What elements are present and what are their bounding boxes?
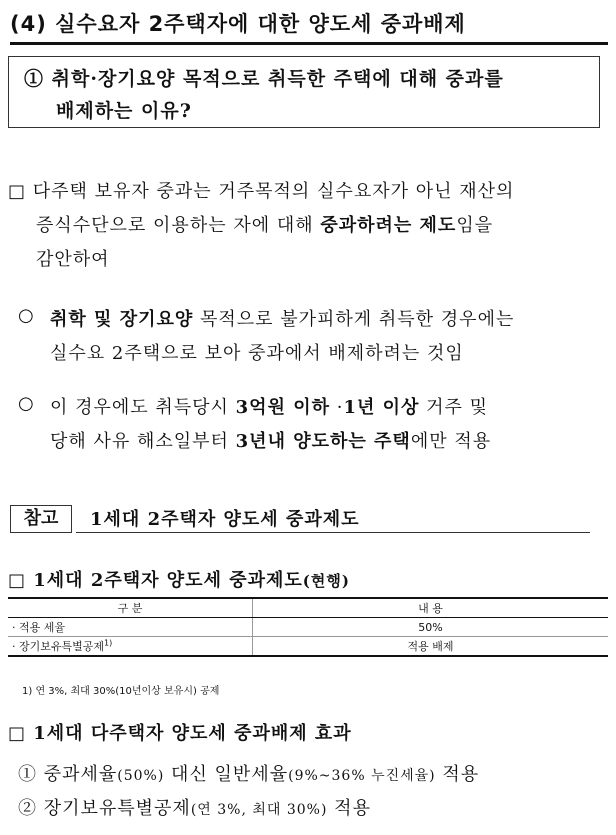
paragraph-1-line-3: 감안하여 xyxy=(36,249,110,270)
question-line-1: ① 취학·장기요양 목적으로 취득한 주택에 대해 중과를 xyxy=(24,68,504,90)
column-header: 구 분 xyxy=(8,598,253,618)
paragraph-1-line-2: 증식수단으로 이용하는 자에 대해 중과하려는 제도임을 xyxy=(36,215,494,236)
paragraph-1-line-1: □ 다주택 보유자 중과는 거주목적의 실수요자가 아닌 재산의 xyxy=(8,181,515,202)
section-title: (4) 실수요자 2주택자에 대한 양도세 중과배제 xyxy=(10,12,466,36)
table-header-row xyxy=(8,598,608,618)
footnote: 1) 연 3%, 최대 30%(10년이상 보유시) 공제 xyxy=(22,686,220,697)
paragraph-3-line-2: 당해 사유 해소일부터 3년내 양도하는 주택에만 적용 xyxy=(50,431,492,452)
table-cell: 적용 배제 xyxy=(253,637,609,657)
paragraph-3-line-1: 이 경우에도 취득당시 3억원 이하 ·1년 이상 거주 및 xyxy=(50,397,489,418)
bullet-icon: ○ xyxy=(18,393,35,414)
tax-table xyxy=(8,597,608,657)
paragraph-2-line-2: 실수요 2주택으로 보아 중과에서 배제하려는 것임 xyxy=(50,343,464,364)
section-1-heading: □ 1세대 2주택자 양도세 중과제도(현행) xyxy=(8,570,350,591)
effect-item-1: ① 중과세율(50%) 대신 일반세율(9%~36% 누진세율) 적용 xyxy=(18,764,480,785)
title-underline xyxy=(10,42,608,45)
table-cell: · 장기보유특별공제$^{1)}$ xyxy=(8,637,253,657)
table-cell: · 적용 세율 xyxy=(8,618,253,637)
reference-label: 참고 xyxy=(10,505,72,533)
table-row xyxy=(8,637,608,657)
table-cell: 50% xyxy=(253,618,609,637)
effect-item-2: ② 장기보유특별공제(연 3%, 최대 30%) 적용 xyxy=(18,798,371,819)
section-2-heading: □ 1세대 다주택자 양도세 중과배제 효과 xyxy=(8,723,352,744)
paragraph-2-line-1: 취학 및 장기요양 목적으로 불가피하게 취득한 경우에는 xyxy=(50,309,515,330)
reference-underline xyxy=(76,532,590,533)
table-row xyxy=(8,618,608,637)
column-header: 내 용 xyxy=(253,598,609,618)
question-line-2: 배제하는 이유? xyxy=(56,100,192,122)
bullet-icon: ○ xyxy=(18,305,35,326)
reference-title: 1세대 2주택자 양도세 중과제도 xyxy=(90,509,360,530)
